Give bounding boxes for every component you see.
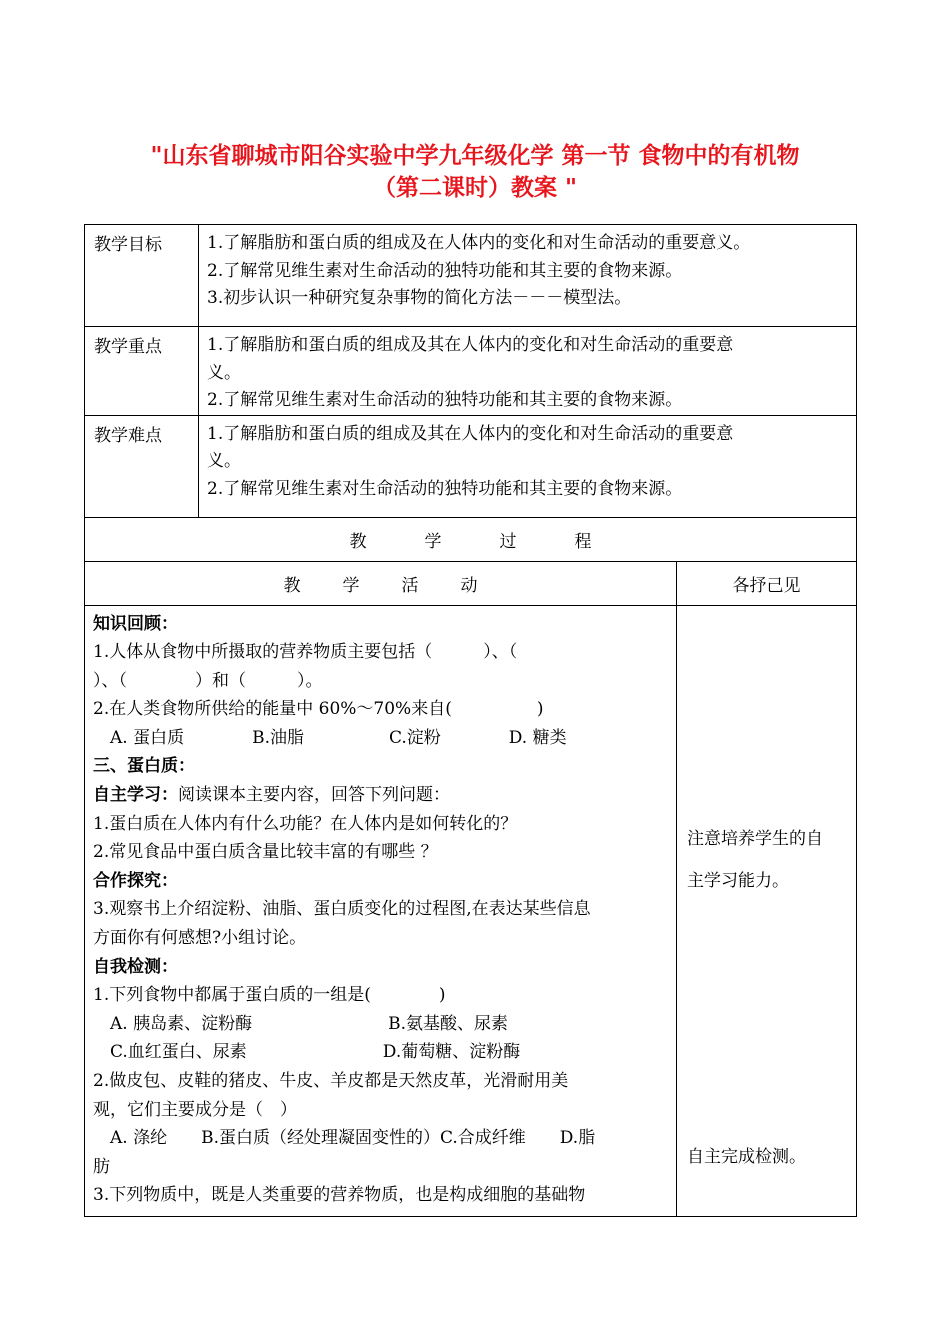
activity-line: 3.观察书上介绍淀粉、油脂、蛋白质变化的过程图,在表达某些信息 xyxy=(93,899,591,920)
activity-text: 阅读课本主要内容，回答下列问题： xyxy=(178,785,450,806)
difficulties-content xyxy=(199,415,857,517)
activity-line: 知识回顾： xyxy=(93,613,178,634)
objective-item: 3.初步认识一种研究复杂事物的简化方法－－－模型法。 xyxy=(207,288,632,308)
activity-line: ）、（ ）和（ ）。 xyxy=(93,670,323,691)
activity-header: 教学活动 xyxy=(283,575,520,596)
objectives-row xyxy=(85,225,857,327)
activity-line: 合作探究： xyxy=(93,870,178,891)
objective-item: 1.了解脂肪和蛋白质的组成及在人体内的变化和对生命活动的重要意义。 xyxy=(207,233,751,253)
key-points-content xyxy=(199,327,857,416)
activity-body-row xyxy=(85,605,857,1216)
column-header-row xyxy=(85,561,857,605)
activity-line: 观，它们主要成分是（ ） xyxy=(93,1099,297,1120)
activity-line xyxy=(93,781,668,810)
activity-line: A. 蛋白质 B.油脂 C.淀粉 D. 糖类 xyxy=(93,727,567,748)
activity-line: C.血红蛋白、尿素 D.葡萄糖、淀粉酶 xyxy=(93,1042,521,1063)
note-self-study xyxy=(687,818,848,902)
notes-column xyxy=(677,605,857,1216)
activity-line: 方面你有何感想?小组讨论。 xyxy=(93,928,307,949)
objectives-content xyxy=(199,225,857,327)
activity-line: 2.在人类食物所供给的能量中 60%～70%来自( ) xyxy=(93,699,544,720)
activity-line: 三、蛋白质： xyxy=(93,756,195,777)
activity-line: A. 涤纶 B.蛋白质（经处理凝固变性的）C.合成纤维 D.脂 xyxy=(93,1128,596,1149)
section-label: 自主学习： xyxy=(93,785,178,806)
key-point-item: 2.了解常见维生素对生命活动的独特功能和其主要的食物来源。 xyxy=(207,390,683,410)
activity-line: 2.常见食品中蛋白质含量比较丰富的有哪些 ？ xyxy=(93,842,438,863)
lesson-plan-table xyxy=(84,224,857,1217)
key-points-label: 教学重点 xyxy=(85,327,199,416)
difficulty-item: 义。 xyxy=(207,451,241,471)
note-line: 注意培养学生的自 xyxy=(687,828,823,849)
objective-item: 2.了解常见维生素对生命活动的独特功能和其主要的食物来源。 xyxy=(207,260,683,281)
document-title-line-2: （第二课时）教案 " xyxy=(373,175,577,201)
key-point-item: 1.了解脂肪和蛋白质的组成及其在人体内的变化和对生命活动的重要意 xyxy=(207,335,734,355)
notes-header: 各抒己见 xyxy=(677,561,857,605)
activity-line: 1.人体从食物中所摄取的营养物质主要包括（ ）、（ xyxy=(93,642,518,663)
note-line: 主学习能力。 xyxy=(687,870,789,891)
activity-line: 1.下列食物中都属于蛋白质的一组是( ) xyxy=(93,985,446,1006)
key-points-row xyxy=(85,327,857,416)
process-header-row xyxy=(85,517,857,561)
activity-line: A. 胰岛素、淀粉酶 B.氨基酸、尿素 xyxy=(93,1013,508,1034)
difficulty-item: 1.了解脂肪和蛋白质的组成及其在人体内的变化和对生命活动的重要意 xyxy=(207,423,734,444)
difficulty-item: 2.了解常见维生素对生命活动的独特功能和其主要的食物来源。 xyxy=(207,478,683,499)
key-point-item: 义。 xyxy=(207,362,241,383)
difficulties-row xyxy=(85,415,857,517)
objectives-label: 教学目标 xyxy=(85,225,199,327)
activity-line: 自我检测： xyxy=(93,956,178,977)
activity-line: 1.蛋白质在人体内有什么功能？在人体内是如何转化的？ xyxy=(93,813,518,834)
difficulties-label: 教学难点 xyxy=(85,415,199,517)
activity-line: 3.下列物质中，既是人类重要的营养物质，也是构成细胞的基础物 xyxy=(93,1185,586,1206)
activity-line: 2.做皮包、皮鞋的猪皮、牛皮、羊皮都是天然皮革，光滑耐用美 xyxy=(93,1071,569,1091)
process-header: 教学过程 xyxy=(349,531,650,552)
activity-line: 肪 xyxy=(93,1156,110,1177)
note-self-check: 自主完成检测。 xyxy=(687,1146,806,1167)
document-title-line-1: "山东省聊城市阳谷实验中学九年级化学 第一节 食物中的有机物 xyxy=(150,143,800,169)
activity-content xyxy=(85,605,677,1216)
